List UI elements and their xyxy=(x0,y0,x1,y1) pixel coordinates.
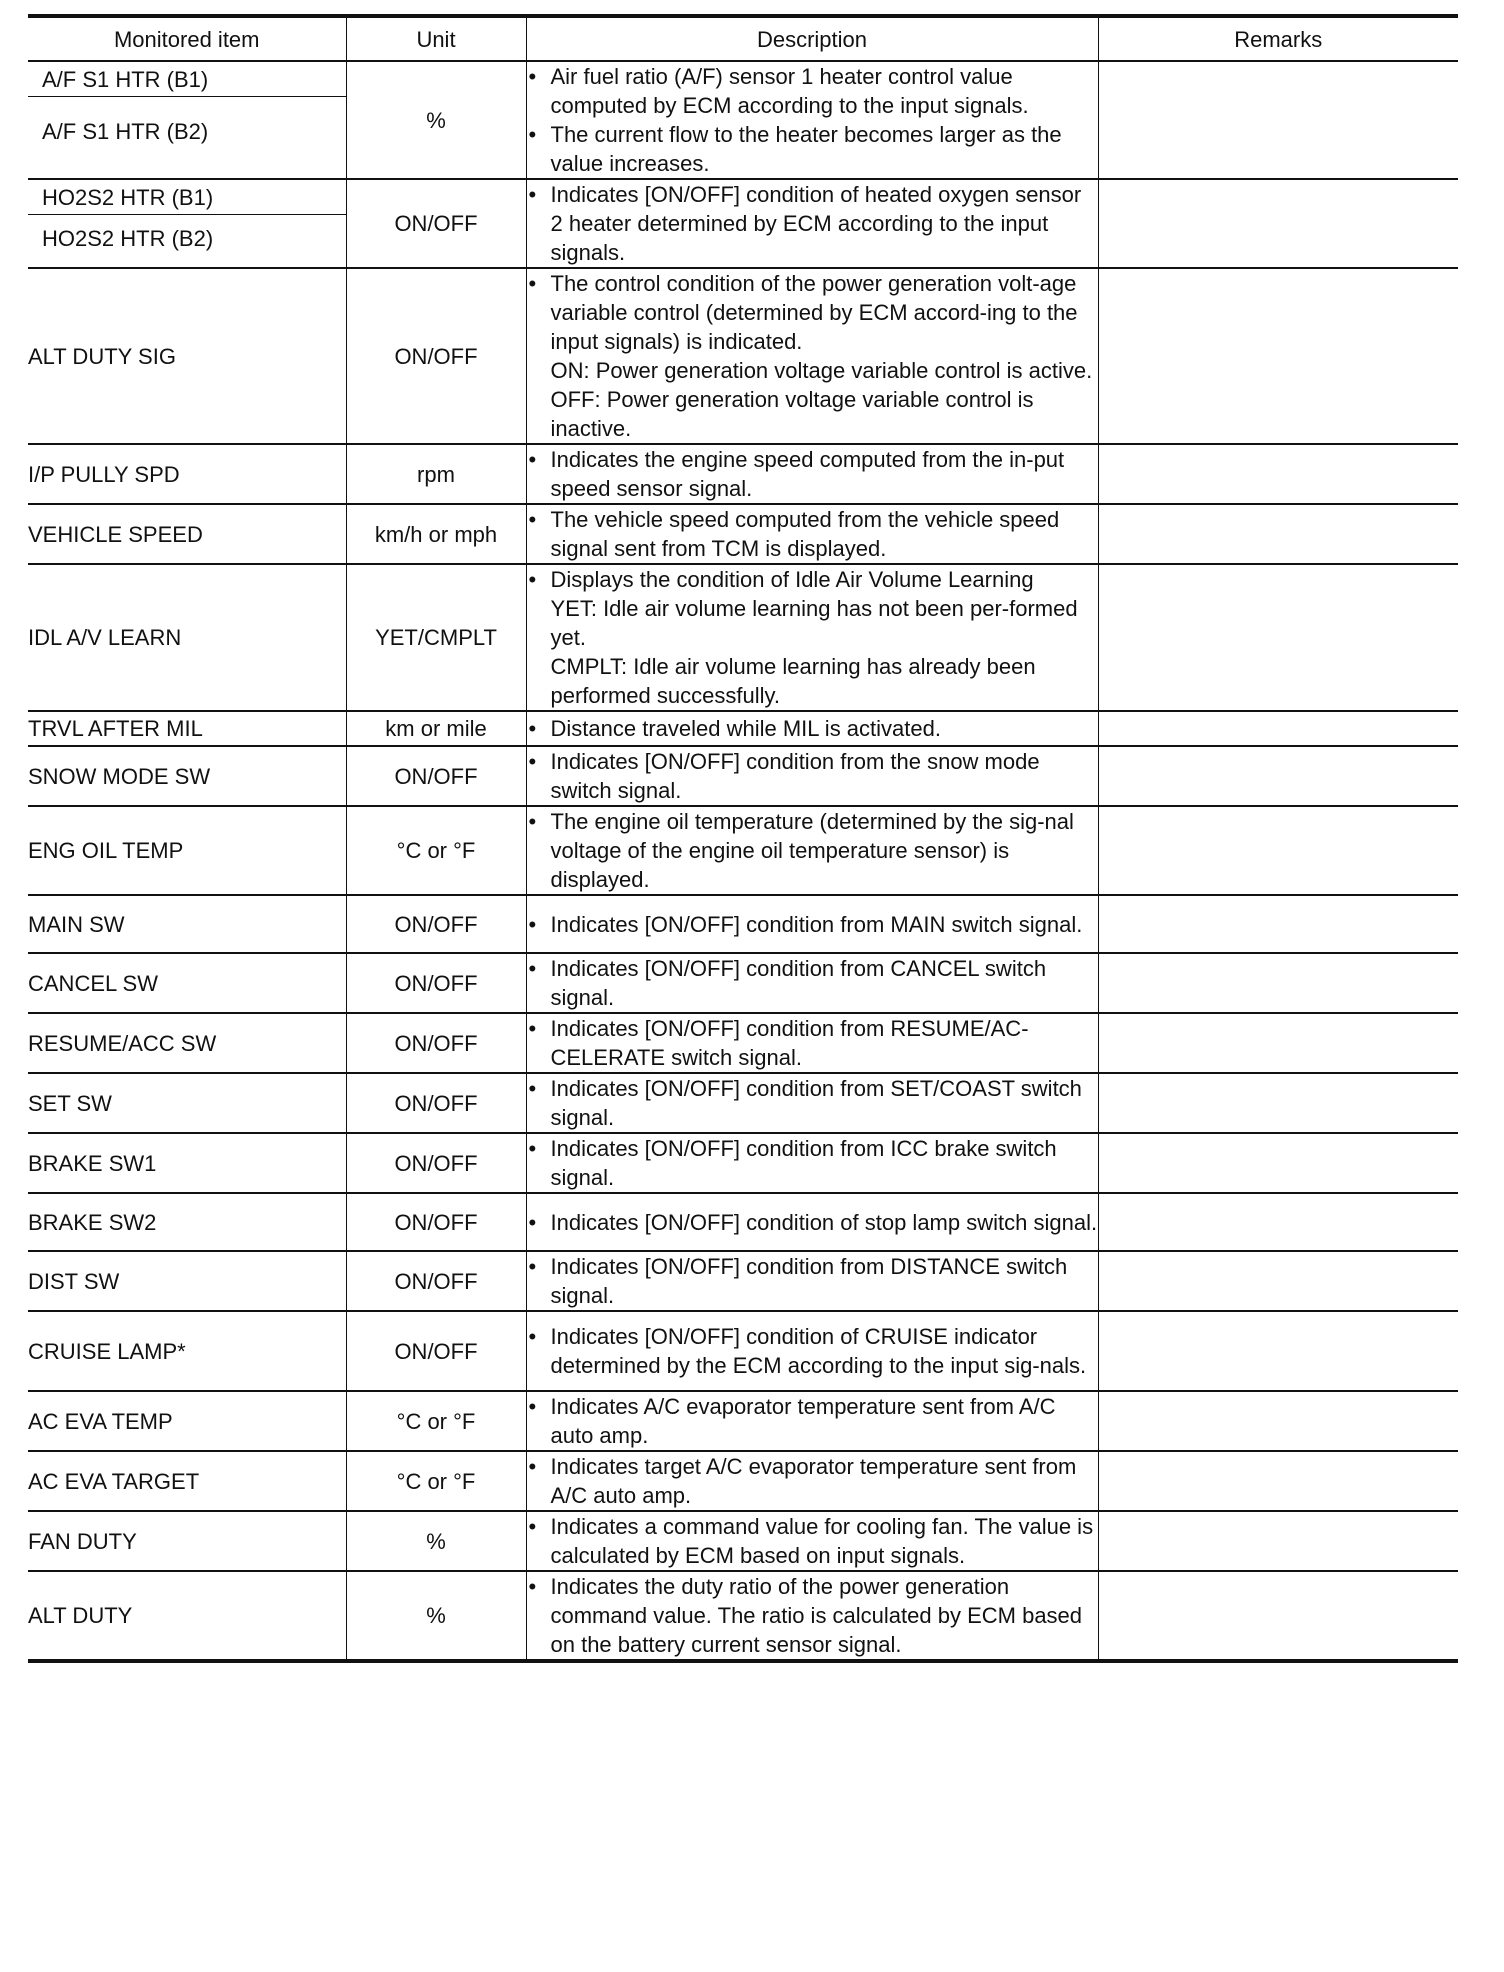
table-row xyxy=(28,895,1458,953)
description-list xyxy=(527,1512,1098,1570)
table-row xyxy=(28,1511,1458,1571)
description-list xyxy=(527,1322,1098,1380)
table-row xyxy=(28,1311,1458,1391)
unit-cell: ON/OFF xyxy=(346,1251,526,1311)
monitored-item-cell: FAN DUTY xyxy=(28,1511,346,1571)
description-list xyxy=(527,1208,1098,1237)
unit-cell: ON/OFF xyxy=(346,1013,526,1073)
table-row xyxy=(28,1193,1458,1251)
header-monitored-item: Monitored item xyxy=(28,16,346,61)
description-list xyxy=(527,1074,1098,1132)
table-row xyxy=(28,564,1458,711)
description-cell xyxy=(526,1073,1098,1133)
monitored-item-cell: I/P PULLY SPD xyxy=(28,444,346,504)
remarks-cell xyxy=(1098,1073,1458,1133)
remarks-cell xyxy=(1098,1571,1458,1661)
monitored-item-cell: CRUISE LAMP* xyxy=(28,1311,346,1391)
monitored-item-name: HO2S2 HTR (B1) xyxy=(42,184,214,210)
description-list xyxy=(527,807,1098,894)
unit-cell: ON/OFF xyxy=(346,1073,526,1133)
monitored-item-cell: CANCEL SW xyxy=(28,953,346,1013)
monitored-item-cell: VEHICLE SPEED xyxy=(28,504,346,564)
description-item: • Indicates [ON/OFF] condition of heated oxygen sensor 2 heater determined by ECM according to the input signals. xyxy=(527,180,1098,267)
monitored-item-cell: IDL A/V LEARN xyxy=(28,564,346,711)
remarks-cell xyxy=(1098,1133,1458,1193)
monitored-item-name: A/F S1 HTR (B1) xyxy=(42,66,209,92)
table-row xyxy=(28,1571,1458,1661)
remarks-cell xyxy=(1098,1391,1458,1451)
table-row xyxy=(28,1251,1458,1311)
description-item: • Indicates [ON/OFF] condition from ICC brake switch signal. xyxy=(527,1134,1098,1192)
monitored-item-cell: SET SW xyxy=(28,1073,346,1133)
table-row xyxy=(28,61,1458,179)
monitored-item-name: HO2S2 HTR (B2) xyxy=(28,214,346,261)
monitored-item-name: A/F S1 HTR (B2) xyxy=(28,96,346,166)
unit-cell: % xyxy=(346,61,526,179)
table-row xyxy=(28,268,1458,444)
description-cell xyxy=(526,1571,1098,1661)
description-item: • Displays the condition of Idle Air Volume Learning YET: Idle air volume learning has not been per-formed yet. CMPLT: Idle air volume learning has already been performed successfully. xyxy=(527,565,1098,710)
table-row xyxy=(28,444,1458,504)
description-list xyxy=(527,505,1098,563)
unit-cell: rpm xyxy=(346,444,526,504)
description-item: • Indicates [ON/OFF] condition from SET/COAST switch signal. xyxy=(527,1074,1098,1132)
monitored-item-cell: ALT DUTY SIG xyxy=(28,268,346,444)
description-cell xyxy=(526,1013,1098,1073)
remarks-cell xyxy=(1098,1013,1458,1073)
description-list xyxy=(527,62,1098,178)
monitored-item-cell: DIST SW xyxy=(28,1251,346,1311)
description-cell xyxy=(526,564,1098,711)
header-remarks: Remarks xyxy=(1098,16,1458,61)
table-row xyxy=(28,746,1458,806)
description-cell xyxy=(526,895,1098,953)
description-cell xyxy=(526,1451,1098,1511)
description-list xyxy=(527,910,1098,939)
description-cell xyxy=(526,1511,1098,1571)
monitored-item-cell: SNOW MODE SW xyxy=(28,746,346,806)
description-cell xyxy=(526,268,1098,444)
description-list xyxy=(527,1392,1098,1450)
remarks-cell xyxy=(1098,806,1458,895)
description-item: • Indicates [ON/OFF] condition of CRUISE indicator determined by the ECM according to the input sig-nals. xyxy=(527,1322,1098,1380)
description-cell xyxy=(526,746,1098,806)
description-cell xyxy=(526,179,1098,268)
unit-cell: ON/OFF xyxy=(346,179,526,268)
description-list xyxy=(527,180,1098,267)
table-row xyxy=(28,504,1458,564)
description-item: • Indicates the duty ratio of the power generation command value. The ratio is calculated by ECM based on the battery current sensor signal. xyxy=(527,1572,1098,1659)
table-row xyxy=(28,1451,1458,1511)
monitored-item-cell: AC EVA TARGET xyxy=(28,1451,346,1511)
remarks-cell xyxy=(1098,711,1458,746)
description-list xyxy=(527,1014,1098,1072)
description-list xyxy=(527,1572,1098,1659)
unit-cell: % xyxy=(346,1511,526,1571)
remarks-cell xyxy=(1098,1311,1458,1391)
monitored-item-cell: RESUME/ACC SW xyxy=(28,1013,346,1073)
remarks-cell xyxy=(1098,895,1458,953)
description-cell xyxy=(526,711,1098,746)
description-item: • Indicates [ON/OFF] condition from DISTANCE switch signal. xyxy=(527,1252,1098,1310)
description-item: • Distance traveled while MIL is activated. xyxy=(527,714,1098,743)
unit-cell: °C or °F xyxy=(346,1451,526,1511)
description-item: • The current flow to the heater becomes larger as the value increases. xyxy=(527,120,1098,178)
remarks-cell xyxy=(1098,268,1458,444)
monitor-item-table xyxy=(28,14,1458,1663)
description-list xyxy=(527,269,1098,443)
table-row xyxy=(28,953,1458,1013)
description-item: • Indicates target A/C evaporator temperature sent from A/C auto amp. xyxy=(527,1452,1098,1510)
table-row xyxy=(28,806,1458,895)
description-cell xyxy=(526,806,1098,895)
description-item: • Air fuel ratio (A/F) sensor 1 heater control value computed by ECM according to the input signals. xyxy=(527,62,1098,120)
remarks-cell xyxy=(1098,504,1458,564)
description-cell xyxy=(526,444,1098,504)
description-item: • Indicates a command value for cooling fan. The value is calculated by ECM based on input signals. xyxy=(527,1512,1098,1570)
unit-cell: ON/OFF xyxy=(346,953,526,1013)
monitored-item-cell: MAIN SW xyxy=(28,895,346,953)
description-item: • Indicates [ON/OFF] condition from CANCEL switch signal. xyxy=(527,954,1098,1012)
remarks-cell xyxy=(1098,564,1458,711)
description-item: • Indicates [ON/OFF] condition from the snow mode switch signal. xyxy=(527,747,1098,805)
description-cell xyxy=(526,1251,1098,1311)
header-unit: Unit xyxy=(346,16,526,61)
monitored-item-cell: ALT DUTY xyxy=(28,1571,346,1661)
description-list xyxy=(527,1452,1098,1510)
unit-cell: YET/CMPLT xyxy=(346,564,526,711)
description-cell xyxy=(526,504,1098,564)
description-list xyxy=(527,1252,1098,1310)
description-cell xyxy=(526,1391,1098,1451)
unit-cell: ON/OFF xyxy=(346,746,526,806)
unit-cell: km or mile xyxy=(346,711,526,746)
table-row xyxy=(28,179,1458,268)
description-item: • The control condition of the power generation volt-age variable control (determined by ECM accord-ing to the input signals) is indicated. ON: Power generation voltage variable control is active. OFF: Power generation voltage variable control is inactive. xyxy=(527,269,1098,443)
remarks-cell xyxy=(1098,1511,1458,1571)
remarks-cell xyxy=(1098,61,1458,179)
remarks-cell xyxy=(1098,1193,1458,1251)
description-item: • Indicates [ON/OFF] condition of stop lamp switch signal. xyxy=(527,1208,1098,1237)
remarks-cell xyxy=(1098,1451,1458,1511)
description-item: • Indicates A/C evaporator temperature sent from A/C auto amp. xyxy=(527,1392,1098,1450)
description-list xyxy=(527,954,1098,1012)
table-row xyxy=(28,1133,1458,1193)
description-item: • The engine oil temperature (determined by the sig-nal voltage of the engine oil temperature sensor) is displayed. xyxy=(527,807,1098,894)
monitored-item-cell: TRVL AFTER MIL xyxy=(28,711,346,746)
table-body xyxy=(28,61,1458,1661)
remarks-cell xyxy=(1098,746,1458,806)
table-row xyxy=(28,1013,1458,1073)
monitored-item-cell: BRAKE SW1 xyxy=(28,1133,346,1193)
description-item: • Indicates the engine speed computed from the in-put speed sensor signal. xyxy=(527,445,1098,503)
remarks-cell xyxy=(1098,1251,1458,1311)
unit-cell: km/h or mph xyxy=(346,504,526,564)
remarks-cell xyxy=(1098,953,1458,1013)
description-item: • Indicates [ON/OFF] condition from RESUME/AC-CELERATE switch signal. xyxy=(527,1014,1098,1072)
header-row xyxy=(28,16,1458,61)
description-cell xyxy=(526,1193,1098,1251)
description-cell xyxy=(526,1133,1098,1193)
description-cell xyxy=(526,953,1098,1013)
description-list xyxy=(527,747,1098,805)
unit-cell: °C or °F xyxy=(346,806,526,895)
unit-cell: °C or °F xyxy=(346,1391,526,1451)
table-row xyxy=(28,711,1458,746)
description-list xyxy=(527,714,1098,743)
unit-cell: ON/OFF xyxy=(346,268,526,444)
description-item: • The vehicle speed computed from the vehicle speed signal sent from TCM is displayed. xyxy=(527,505,1098,563)
unit-cell: ON/OFF xyxy=(346,1311,526,1391)
table-row xyxy=(28,1391,1458,1451)
remarks-cell xyxy=(1098,179,1458,268)
description-item: • Indicates [ON/OFF] condition from MAIN switch signal. xyxy=(527,910,1098,939)
table-row xyxy=(28,1073,1458,1133)
unit-cell: % xyxy=(346,1571,526,1661)
description-cell xyxy=(526,1311,1098,1391)
monitored-item-cell xyxy=(28,179,346,268)
monitored-item-cell: AC EVA TEMP xyxy=(28,1391,346,1451)
description-list xyxy=(527,1134,1098,1192)
header-description: Description xyxy=(526,16,1098,61)
unit-cell: ON/OFF xyxy=(346,1193,526,1251)
monitored-item-cell: BRAKE SW2 xyxy=(28,1193,346,1251)
unit-cell: ON/OFF xyxy=(346,1133,526,1193)
description-list xyxy=(527,445,1098,503)
description-list xyxy=(527,565,1098,710)
remarks-cell xyxy=(1098,444,1458,504)
description-cell xyxy=(526,61,1098,179)
monitored-item-cell: ENG OIL TEMP xyxy=(28,806,346,895)
unit-cell: ON/OFF xyxy=(346,895,526,953)
monitored-item-cell xyxy=(28,61,346,179)
